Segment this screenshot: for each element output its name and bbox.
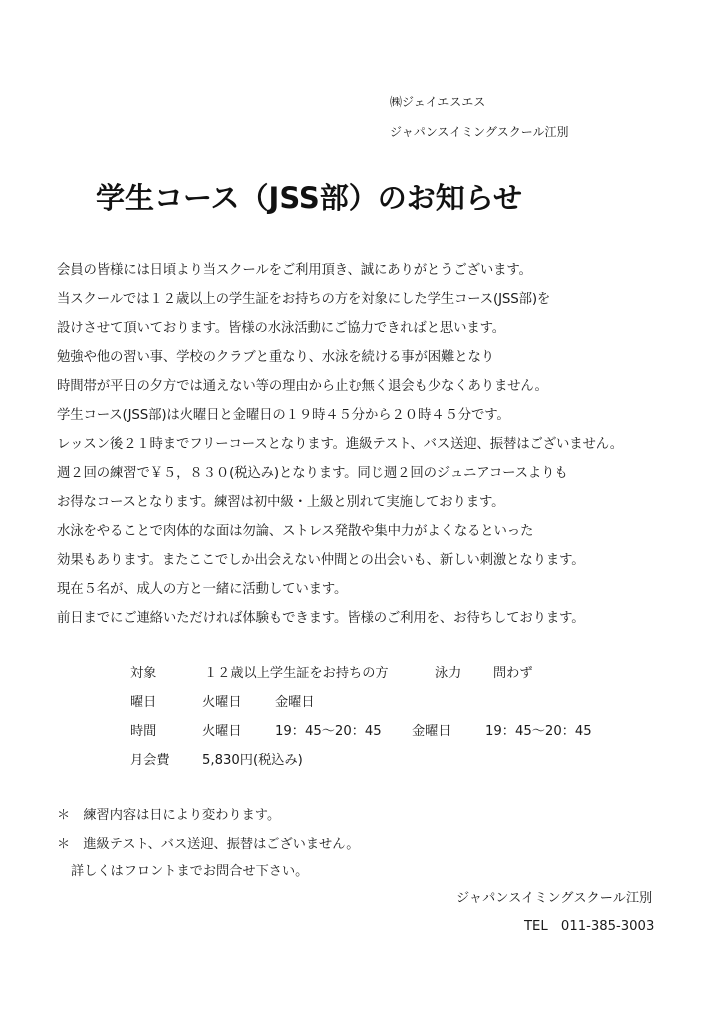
footer-tel: TEL 011-385-3003 xyxy=(524,919,655,934)
body-line: 現在５名が、成人の方と一緒に活動しています。 xyxy=(57,582,348,597)
note-item: ＊ 進級テスト、バス送迎、振替はございません。 xyxy=(57,837,360,852)
page-title: 学生コース（JSS部）のお知らせ xyxy=(96,181,522,215)
time-friday: 19：45～20：45 xyxy=(485,724,592,739)
target-value: １２歳以上学生証をお持ちの方 xyxy=(204,666,389,681)
body-line: 学生コース(JSS部)は火曜日と金曜日の１９時４５分から２０時４５分です。 xyxy=(57,408,510,423)
time-day-friday: 金曜日 xyxy=(412,724,452,739)
school-name: ジャパンスイミングスクール江別 xyxy=(390,125,569,139)
body-line: 当スクールでは１２歳以上の学生証をお持ちの方を対象にした学生コース(JSS部)を xyxy=(57,292,551,307)
body-line: レッスン後２１時までフリーコースとなります。進級テスト、バス送迎、振替はございません。 xyxy=(57,437,623,452)
body-line: 週２回の練習で￥５，８３０(税込み)となります。同じ週２回のジュニアコースよりも xyxy=(57,466,568,481)
body-line: 前日までにご連絡いただければ体験もできます。皆様のご利用を、お待ちしております。 xyxy=(57,611,585,626)
note-item: ＊ 練習内容は日により変わります。 xyxy=(57,808,281,823)
day-label: 曜日 xyxy=(130,695,157,710)
footer-school-name: ジャパンスイミングスクール江別 xyxy=(456,891,653,906)
body-line: 会員の皆様には日頃より当スクールをご利用頂き、誠にありがとうございます。 xyxy=(57,263,532,278)
body-line: 水泳をやることで肉体的な面は勿論、ストレス発散や集中力がよくなるといった xyxy=(57,524,534,539)
body-line: 時間帯が平日の夕方では通えない等の理由から止む無く退会も少なくありません。 xyxy=(57,379,548,394)
time-tuesday: 19：45～20：45 xyxy=(275,724,382,739)
body-line: 設けさせて頂いております。皆様の水泳活動にご協力できればと思います。 xyxy=(57,321,506,336)
note-item: 詳しくはフロントまでお問合せ下さい。 xyxy=(71,864,309,879)
target-label: 対象 xyxy=(130,666,157,681)
fee-value: 5,830円(税込み) xyxy=(202,753,303,768)
company-name: ㈱ジェイエスエス xyxy=(390,95,486,109)
time-day-tuesday: 火曜日 xyxy=(202,724,242,739)
body-line: お得なコースとなります。練習は初中級・上級と別れて実施しております。 xyxy=(57,495,505,510)
body-line: 勉強や他の習い事、学校のクラブと重なり、水泳を続ける事が困難となり xyxy=(57,350,494,365)
body-line: 効果もあります。またここでしか出会えない仲間との出会いも、新しい刺激となります。 xyxy=(57,553,585,568)
fee-label: 月会費 xyxy=(130,753,170,768)
day-friday: 金曜日 xyxy=(275,695,315,710)
swim-value: 問わず xyxy=(493,666,533,681)
day-tuesday: 火曜日 xyxy=(202,695,242,710)
swim-label: 泳力 xyxy=(435,666,462,681)
time-label: 時間 xyxy=(130,724,157,739)
